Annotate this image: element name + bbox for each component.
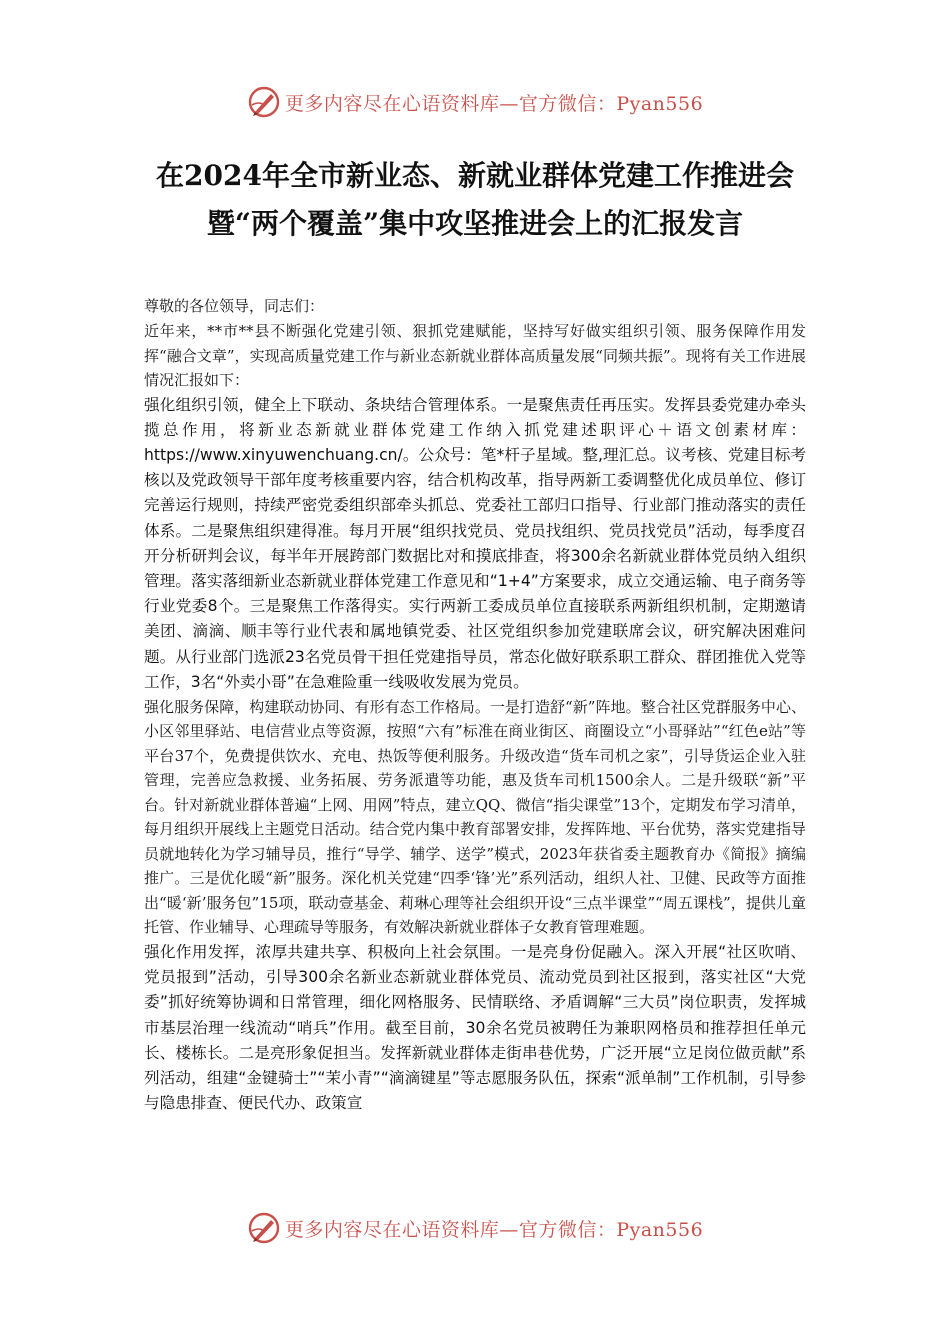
footer-watermark-banner (0, 1208, 950, 1248)
title-line-2: 暨“两个覆盖”集中攻坚推进会上的汇报发言 (206, 207, 744, 240)
watermark-text: 更多内容尽在心语资料库—官方微信：Pyan556 (284, 1218, 704, 1241)
section-role-paragraph: 强化作用发挥，浓厚共建共享、积极向上社会氛围。一是亮身份促融入。深入开展“社区吹哨、党员报到”活动，引导300余名新业态新就业群体党员、流动党员到社区报到，落实社区“大党委”抓好统筹协调和日常管理，细化网格服务、民情联络、矛盾调解“三大员”岗位职责，发挥城市基层治理一线流动“哨兵”作用。截至目前，30余名党员被聘任为兼职网格员和推荐担任单元长、楼栋长。二是亮形象促担当。发挥新就业群体走街串巷优势，广泛开展“立足岗位做贡献”系列活动，组建“金键骑士”“茉小青”“滴滴键星”等志愿服务队伍，探索“派单制”工作机制，引导参与隐患排查、便民代办、政策宣 (144, 942, 806, 1113)
document-title (40, 152, 910, 248)
title-line-1: 在2024年全市新业态、新就业群体党建工作推进会 (156, 159, 794, 192)
intro-paragraph: 近年来，**市**县不断强化党建引领、狠抓党建赋能，坚持写好做实组织引领、服务保障作用发挥“融合文章”，实现高质量党建工作与新业态新就业群体高质量发展“同频共振”。现将有关工作进展情况汇报如下： (144, 322, 806, 389)
document-body (144, 294, 806, 1116)
watermark-text: 更多内容尽在心语资料库—官方微信：Pyan556 (284, 92, 704, 115)
pen-logo-icon (247, 85, 281, 119)
greeting: 尊敬的各位领导，同志们： (144, 297, 325, 315)
pen-logo-icon (247, 1211, 281, 1245)
section-service-paragraph: 强化服务保障，构建联动协同、有形有态工作格局。一是打造舒“新”阵地。整合社区党群服务中心、小区邻里驿站、电信营业点等资源，按照“六有”标准在商业街区、商圈设立“小哥驿站”“红色e站”等平台37个，免费提供饮水、充电、热饭等便利服务。升级改造“货车司机之家”，引导货运企业入驻管理，完善应急救援、业务拓展、劳务派遣等功能，惠及货车司机1500余人。二是升级联“新”平台。针对新就业群体普遍“上网、用网”特点，建立QQ、微信“指尖课堂”13个，定期发布学习清单，每月组织开展线上主题党日活动。结合党内集中教育部署安排，发挥阵地、平台优势，落实党建指导员就地转化为学习辅导员，推行“导学、辅学、送学”模式，2023年获省委主题教育办《简报》摘编推广。三是优化暖“新”服务。深化机关党建“四季‘锋’光”系列活动，组织人社、卫健、民政等方面推出“暖‘新’服务包”15项，联动壹基金、莉琳心理等社会组织开设“三点半课堂”“周五课栈”，提供儿童托管、作业辅导、心理疏导等服务，有效解决新就业群体子女教育管理难题。 (144, 697, 806, 937)
header-watermark-banner (0, 82, 950, 122)
section-organization-paragraph: 强化组织引领，健全上下联动、条块结合管理体系。一是聚焦责任再压实。发挥县委党建办牵头揽总作用，将新业态新就业群体党建工作纳入抓党建述职评心＋语文创素材库：https://www.xinyuwenchuang.cn/。公众号：笔*杆子星域。整,理汇总。议考核、党建目标考核以及党政领导干部年度考核重要内容，结合机构改革，指导两新工委调整优化成员单位、修订完善运行规则，持续严密党委组织部牵头抓总、党委社工部归口指导、行业部门推动落实的责任体系。二是聚焦组织建得准。每月开展“组织找党员、党员找组织、党员找党员”活动，每季度召开分析研判会议，每半年开展跨部门数据比对和摸底排查，将300余名新就业群体党员纳入组织管理。落实落细新业态新就业群体党建工作意见和“1+4”方案要求，成立交通运输、电子商务等行业党委8个。三是聚焦工作落得实。实行两新工委成员单位直接联系两新组织机制，定期邀请美团、滴滴、顺丰等行业代表和属地镇党委、社区党组织参加党建联席会议，研究解决困难问题。从行业部门选派23名党员骨干担任党建指导员，常态化做好联系职工群众、群团推优入党等工作，3名“外卖小哥”在急难险重一线吸收发展为党员。 (144, 395, 806, 691)
